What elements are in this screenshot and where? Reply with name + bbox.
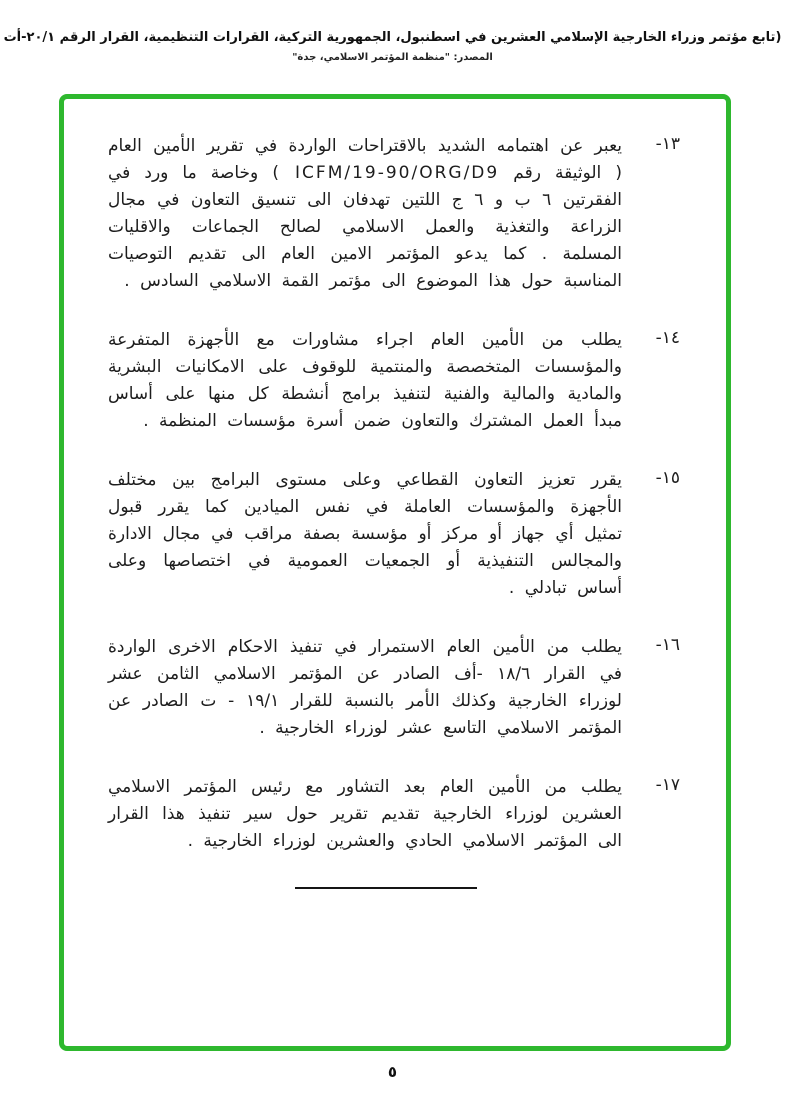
paragraph-number: ١٣-: [655, 134, 680, 154]
green-border-box: [59, 94, 731, 1051]
paragraph-text: يقرر تعزيز التعاون القطاعي وعلى مستوى البرامج بين مختلف الأجهزة والمؤسسات العاملة في نفس الميادين كما يقرر قبول تمثيل أي جهاز أو مركز أو مؤسسة بصفة مراقب في مجال الادارة والمجالس التنفيذية أو الجمعيات العمومية في اختصاصها وعلى أساس تبادلي .: [108, 470, 622, 598]
page-number: ٥: [387, 1063, 398, 1081]
resolution-paragraph: [108, 133, 680, 295]
paragraph-text: يعبر عن اهتمامه الشديد بالاقتراحات الواردة في تقرير الأمين العام ( الوثيقة رقم ICFM/19-90/ORG/D9 ) وخاصة ما ورد في الفقرتين ٦ ب و ٦ ج اللتين تهدفان الى تنسيق التعاون في مجال الزراعة والتغذية والعمل الاسلامي لصالح الجماعات والاقليات المسلمة . كما يدعو المؤتمر الامين العام الى تقديم التوصيات المناسبة حول هذا الموضوع الى مؤتمر القمة الاسلامي السادس .: [108, 136, 622, 291]
resolution-paragraph: [108, 327, 680, 435]
document-source-line: المصدر: "منظمة المؤتمر الاسلامي، جدة": [292, 52, 493, 63]
resolution-paragraph: [108, 634, 680, 742]
paragraph-number: ١٤-: [655, 328, 680, 348]
document-body: [64, 99, 726, 889]
resolution-paragraph: [108, 467, 680, 602]
document-header-title: (تابع مؤتمر وزراء الخارجية الإسلامي العشرين في اسطنبول، الجمهورية التركية، القرارات التنظيمية، القرار الرقم ٢٠/١-أت: [3, 30, 782, 45]
paragraph-number: ١٦-: [655, 635, 680, 655]
closing-rule: [295, 887, 477, 889]
paragraph-number: ١٧-: [655, 775, 680, 795]
resolution-paragraph: [108, 774, 680, 855]
paragraph-number: ١٥-: [655, 468, 680, 488]
paragraph-text: يطلب من الأمين العام الاستمرار في تنفيذ الاحكام الاخرى الواردة في القرار ١٨/٦ -أف الصادر عن المؤتمر الاسلامي الثامن عشر لوزراء الخارجية وكذلك الأمر بالنسبة للقرار ١٩/١ - ت الصادر عن المؤتمر الاسلامي التاسع عشر لوزراء الخارجية .: [108, 637, 623, 738]
paragraph-text: يطلب من الأمين العام اجراء مشاورات مع الأجهزة المتفرعة والمؤسسات المتخصصة والمنتمية للوقوف على الامكانيات البشرية والمادية والمالية والفنية لتنفيذ برامج أنشطة كل منها على أساس مبدأ العمل المشترك والتعاون ضمن أسرة مؤسسات المنظمة .: [108, 330, 622, 431]
resolution-paragraphs: [108, 133, 680, 855]
paragraph-text: يطلب من الأمين العام بعد التشاور مع رئيس المؤتمر الاسلامي العشرين لوزراء الخارجية تقديم تقرير حول سير تنفيذ هذا القرار الى المؤتمر الاسلامي الحادي والعشرين لوزراء الخارجية .: [108, 777, 622, 851]
